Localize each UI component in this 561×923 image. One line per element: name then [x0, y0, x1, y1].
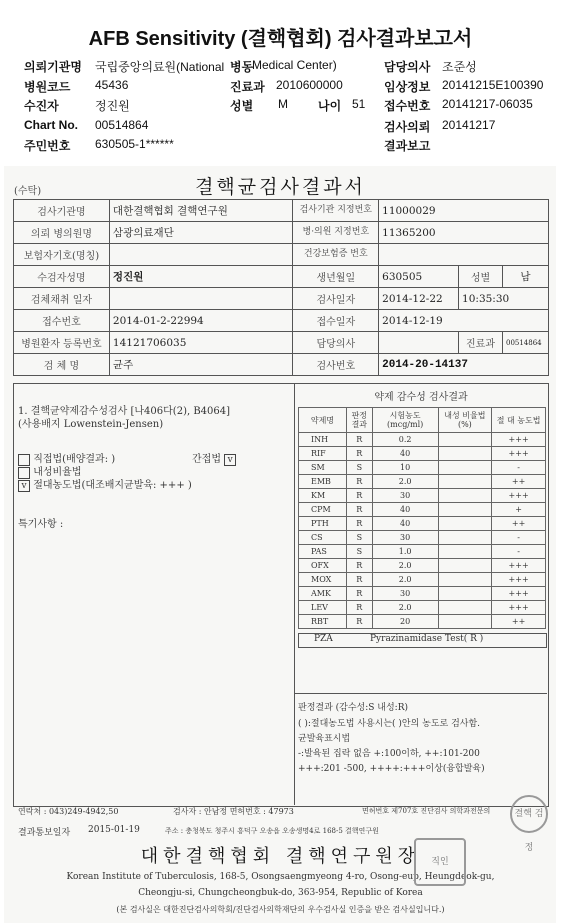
- report-date-label: 결과통보일자: [18, 828, 71, 838]
- drug-cell: +++: [492, 559, 546, 573]
- drug-cell: [438, 517, 492, 531]
- cell-label: 진료과: [459, 332, 503, 354]
- result-divider: [294, 383, 295, 805]
- label-request-date: 검사의뢰: [384, 120, 431, 134]
- drug-cell: [438, 601, 492, 615]
- label-hospital-code: 병원코드: [24, 80, 71, 94]
- cell-label: 담당의사: [293, 332, 379, 354]
- test-method-line: 1. 결핵균약제감수성검사 [나406다(2), B4064]: [18, 406, 231, 417]
- drug-cell: SM: [299, 461, 347, 475]
- value-clinical-info: 20141215E100390: [442, 78, 544, 92]
- drug-cell: R: [346, 615, 372, 629]
- pza-value: Pyrazinamidase Test( R ): [370, 634, 484, 644]
- interp-line: -:발육된 집락 없음 +:100이하, ++:101-200: [298, 749, 480, 759]
- cell-value: [379, 244, 549, 266]
- drug-cell: +++: [492, 573, 546, 587]
- cell-label: 의뢰 병의원명: [14, 222, 110, 244]
- drug-header: 내성 비율법(%): [438, 408, 492, 433]
- value-patient: 정진원: [95, 99, 130, 113]
- label-receipt-no: 접수번호: [384, 99, 431, 113]
- drug-cell: [438, 573, 492, 587]
- org-address-en: Korean Institute of Tuberculosis, 168-5, Osongsaengmyeong 4-ro, Osong-eup, Heungdeok-gu,: [66, 872, 495, 882]
- drug-cell: 30: [372, 489, 438, 503]
- drug-cell: R: [346, 587, 372, 601]
- drug-cell: PAS: [299, 545, 347, 559]
- label-clinical-info: 임상정보: [384, 80, 431, 94]
- drug-cell: [438, 503, 492, 517]
- drug-cell: 10: [372, 461, 438, 475]
- drug-header: 판정 결과: [346, 408, 372, 433]
- drug-cell: [438, 489, 492, 503]
- drug-header: 시험농도 (mcg/ml): [372, 408, 438, 433]
- drug-cell: LEV: [299, 601, 347, 615]
- label-report: 결과보고: [384, 139, 431, 153]
- cell-label: 수검자성명: [14, 266, 110, 288]
- drug-row: [299, 461, 546, 475]
- report-title: AFB Sensitivity (결핵협회) 검사결과보고서: [88, 28, 473, 50]
- drug-cell: [438, 545, 492, 559]
- cell-label: 생년월일: [293, 266, 379, 288]
- interp-line: ( ):절대농도법 사용시는( )안의 농도로 검사함.: [298, 719, 481, 729]
- cell-value: 정진원: [109, 266, 293, 288]
- cell-value: 2014-01-2-22994: [109, 310, 293, 332]
- interp-line: 균발육표시법: [298, 734, 351, 744]
- org-name-ko: 대한결핵협회 결핵연구원장: [140, 846, 421, 867]
- drug-cell: [438, 461, 492, 475]
- drug-cell: S: [346, 545, 372, 559]
- drug-cell: 30: [372, 531, 438, 545]
- drug-cell: 0.2: [372, 433, 438, 447]
- drug-cell: 40: [372, 503, 438, 517]
- label-chart-no: Chart No.: [24, 118, 78, 132]
- label-age: 나이: [318, 99, 342, 113]
- drug-cell: 2.0: [372, 475, 438, 489]
- drug-row: [299, 573, 546, 587]
- drug-cell: 1.0: [372, 545, 438, 559]
- value-institution: 국립중앙의료원(National: [95, 60, 225, 74]
- cell-value: 삼광의료재단: [109, 222, 293, 244]
- square-seal: 직인: [414, 838, 466, 886]
- cell-label: 검사기관명: [14, 200, 110, 222]
- drug-header: 약제명: [299, 408, 347, 433]
- cell-value: [379, 332, 459, 354]
- drug-cell: 2.0: [372, 601, 438, 615]
- drug-cell: [438, 559, 492, 573]
- drug-cell: [438, 447, 492, 461]
- indirect-method-checkbox[interactable]: v: [224, 454, 236, 466]
- cell-value: [109, 244, 293, 266]
- cell-label: 검사기관 지정번호: [293, 200, 379, 222]
- label-department: 진료과: [230, 80, 265, 94]
- cell-value: 14121706035: [109, 332, 293, 354]
- drug-cell: 2.0: [372, 573, 438, 587]
- cell-label: 보험자기호(명칭): [14, 244, 110, 266]
- drug-cell: +++: [492, 489, 546, 503]
- indirect-method-label: 간접법: [192, 454, 221, 465]
- drug-row: [299, 517, 546, 531]
- drug-cell: S: [346, 461, 372, 475]
- pza-label: PZA: [314, 634, 333, 644]
- drug-cell: +++: [492, 447, 546, 461]
- label-patient: 수진자: [24, 99, 59, 113]
- doc-title: 결핵균검사결과서: [195, 176, 366, 198]
- drug-cell: ++: [492, 615, 546, 629]
- interp-divider: [294, 693, 547, 694]
- cell-value: 2014-12-19: [379, 310, 549, 332]
- drug-row: [299, 601, 546, 615]
- examiner: 검사자 : 안남정 면허번호 : 47973: [173, 807, 294, 816]
- value-age: 51: [352, 97, 366, 111]
- drug-cell: 40: [372, 517, 438, 531]
- cell-label: 검 체 명: [14, 354, 110, 376]
- interp-line: 판정결과 (감수성:S 내성:R): [298, 703, 408, 713]
- drug-cell: +++: [492, 587, 546, 601]
- drug-cell: RIF: [299, 447, 347, 461]
- drug-cell: +++: [492, 601, 546, 615]
- drug-row: [299, 615, 546, 629]
- drug-cell: -: [492, 545, 546, 559]
- drug-cell: R: [346, 475, 372, 489]
- drug-cell: 40: [372, 447, 438, 461]
- drug-cell: INH: [299, 433, 347, 447]
- drug-cell: RBT: [299, 615, 347, 629]
- label-doctor: 담당의사: [384, 60, 431, 74]
- cell-label: 건강보험증 번호: [293, 244, 379, 266]
- drug-cell: R: [346, 489, 372, 503]
- round-seal: 결핵 검정: [510, 795, 548, 833]
- absolute-conc-label: 절대농도법(대조배지균발육: +++ ): [33, 480, 192, 491]
- cell-label: 병원환자 등록번호: [14, 332, 110, 354]
- drug-cell: R: [346, 601, 372, 615]
- value-receipt-no: 20141217-06035: [442, 97, 533, 111]
- label-sex: 성별: [230, 99, 254, 113]
- cell-value: 11365200: [379, 222, 549, 244]
- contact: 연락처 : 043)249-4942,50: [18, 807, 119, 816]
- address: 주소 : 충청북도 청주시 흥덕구 오송읍 오송생명4로 168-5 결핵연구원: [165, 827, 379, 835]
- value-ward: Medical Center): [252, 58, 337, 72]
- cell-value: 10:35:30: [459, 288, 549, 310]
- value-request-date: 20141217: [442, 118, 496, 132]
- drug-cell: CS: [299, 531, 347, 545]
- value-department: 2010600000: [276, 78, 343, 92]
- cell-value: 00514864: [502, 332, 548, 354]
- drug-cell: [438, 587, 492, 601]
- cell-value: 2014-12-22: [379, 288, 459, 310]
- cell-label: 검사일자: [293, 288, 379, 310]
- cell-value: 대한결핵협회 결핵연구원: [109, 200, 293, 222]
- interp-line: +++:201 -500, ++++:+++이상(융합발육): [298, 764, 485, 774]
- cell-value: 균주: [109, 354, 293, 376]
- label-institution: 의뢰기관명: [24, 60, 82, 74]
- label-ward: 병동: [230, 60, 254, 74]
- drug-cell: OFX: [299, 559, 347, 573]
- cell-value: 2014-20-14137: [379, 354, 549, 376]
- drug-cell: ++: [492, 475, 546, 489]
- drug-table: [298, 407, 546, 629]
- label-resident-no: 주민번호: [24, 139, 71, 153]
- drug-row: [299, 531, 546, 545]
- drug-cell: -: [492, 461, 546, 475]
- drug-cell: MOX: [299, 573, 347, 587]
- drug-cell: +: [492, 503, 546, 517]
- consign-tag: (수탁): [14, 186, 42, 197]
- license: 면허번호 제707호 진단검사 의학과전문의: [362, 807, 491, 815]
- drug-cell: 2.0: [372, 559, 438, 573]
- drug-cell: R: [346, 517, 372, 531]
- cell-value: 11000029: [379, 200, 549, 222]
- cell-label: 검체채취 일자: [14, 288, 110, 310]
- special-notes: 특기사항 :: [18, 519, 64, 530]
- drug-panel-title: 약제 감수성 검사결과: [374, 392, 468, 403]
- value-sex: M: [278, 97, 288, 111]
- value-resident-no: 630505-1******: [95, 137, 174, 151]
- indirect-method: [192, 450, 236, 466]
- drug-cell: -: [492, 531, 546, 545]
- resistance-ratio-label: 내성비율법: [33, 467, 82, 478]
- drug-cell: PTH: [299, 517, 347, 531]
- drug-cell: R: [346, 503, 372, 517]
- certification-note: (본 검사실은 대한진단검사의학회/진단검사의학재단의 우수검사실 인증을 받은 검사실입니다.): [116, 905, 445, 914]
- absolute-conc-checkbox[interactable]: v: [18, 480, 30, 492]
- drug-row: [299, 489, 546, 503]
- drug-cell: S: [346, 531, 372, 545]
- absolute-conc-method: [18, 476, 192, 492]
- cell-value: 630505: [379, 266, 459, 288]
- drug-cell: +++: [492, 433, 546, 447]
- drug-row: [299, 433, 546, 447]
- drug-cell: R: [346, 559, 372, 573]
- cell-value: 남: [502, 266, 548, 288]
- medium-line: (사용배지 Lowenstein-Jensen): [18, 419, 164, 430]
- cell-value: [109, 288, 293, 310]
- drug-header: 절 대 농도법: [492, 408, 546, 433]
- drug-header-row: [299, 408, 546, 433]
- cell-label: 접수번호: [14, 310, 110, 332]
- value-chart-no: 00514864: [95, 118, 149, 132]
- drug-cell: [438, 615, 492, 629]
- cell-label: 성별: [459, 266, 503, 288]
- org-address-en: Cheongju-si, Chungcheongbuk-do, 363-954, Republic of Korea: [138, 888, 423, 898]
- drug-cell: [438, 531, 492, 545]
- drug-cell: R: [346, 447, 372, 461]
- drug-cell: [438, 475, 492, 489]
- value-doctor: 조준성: [442, 60, 477, 74]
- drug-cell: [438, 433, 492, 447]
- drug-cell: 30: [372, 587, 438, 601]
- drug-cell: 20: [372, 615, 438, 629]
- drug-cell: CPM: [299, 503, 347, 517]
- drug-cell: KM: [299, 489, 347, 503]
- report-date: 2015-01-19: [88, 825, 140, 835]
- drug-row: [299, 545, 546, 559]
- cell-label: 병·의원 지정번호: [293, 222, 379, 244]
- cell-label: 접수일자: [293, 310, 379, 332]
- drug-cell: ++: [492, 517, 546, 531]
- drug-cell: AMK: [299, 587, 347, 601]
- cell-label: 검사번호: [293, 354, 379, 376]
- drug-cell: R: [346, 433, 372, 447]
- drug-cell: EMB: [299, 475, 347, 489]
- value-hospital-code: 45436: [95, 78, 129, 92]
- drug-row: [299, 559, 546, 573]
- drug-row: [299, 447, 546, 461]
- drug-row: [299, 587, 546, 601]
- drug-row: [299, 475, 546, 489]
- drug-row: [299, 503, 546, 517]
- direct-method-label: 직접법(배양결과: ): [33, 454, 116, 465]
- patient-info-table: [13, 199, 549, 376]
- drug-cell: R: [346, 573, 372, 587]
